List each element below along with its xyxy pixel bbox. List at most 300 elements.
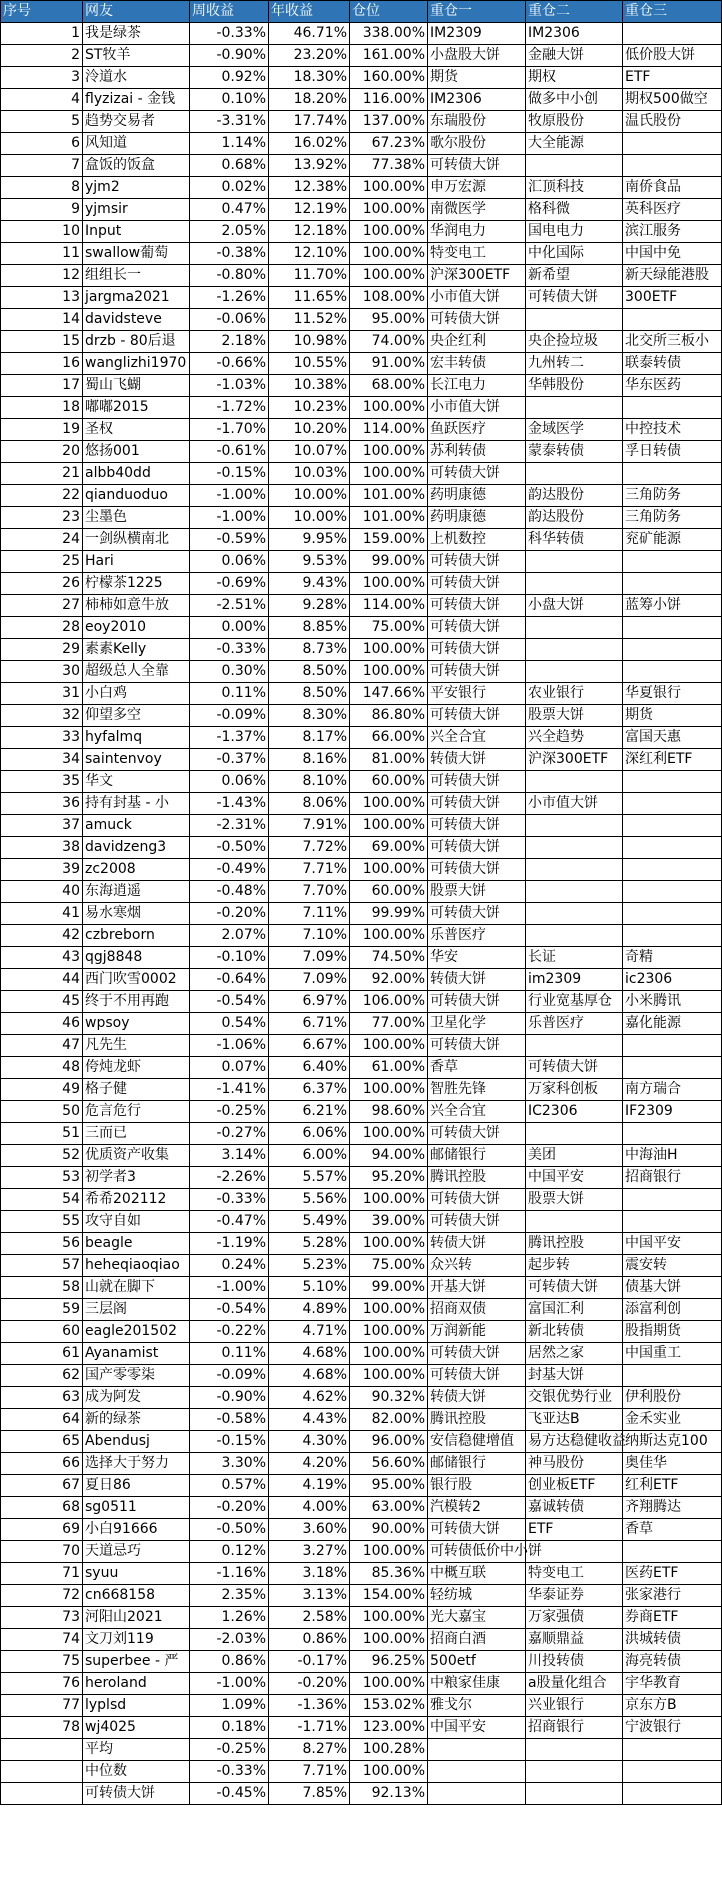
cell-position: 77.38%: [350, 155, 428, 177]
cell-holding-1: 东瑞股份: [428, 111, 526, 133]
cell-rank: 15: [1, 331, 83, 353]
cell-holding-3: 奥佳华: [623, 1453, 722, 1475]
cell-user: 平均: [83, 1739, 190, 1761]
cell-annual-return: 11.65%: [269, 287, 350, 309]
cell-rank: 42: [1, 925, 83, 947]
cell-position: 74.00%: [350, 331, 428, 353]
cell-holding-2: [526, 1739, 623, 1761]
cell-annual-return: 3.18%: [269, 1563, 350, 1585]
cell-position: 100.00%: [350, 925, 428, 947]
cell-annual-return: 6.71%: [269, 1013, 350, 1035]
cell-holding-1: 招商双债: [428, 1299, 526, 1321]
cell-weekly-return: 0.24%: [190, 1255, 269, 1277]
cell-user: 危言危行: [83, 1101, 190, 1123]
cell-holding-2: [526, 617, 623, 639]
cell-holding-3: 三角防务: [623, 485, 722, 507]
cell-position: 85.36%: [350, 1563, 428, 1585]
table-row: [1, 23, 722, 45]
cell-weekly-return: 3.14%: [190, 1145, 269, 1167]
cell-position: 100.00%: [350, 1365, 428, 1387]
cell-annual-return: -1.71%: [269, 1717, 350, 1739]
cell-position: 98.60%: [350, 1101, 428, 1123]
cell-holding-2: 中国平安: [526, 1167, 623, 1189]
cell-holding-1: 安信稳健增值: [428, 1431, 526, 1453]
cell-holding-3: [623, 397, 722, 419]
cell-holding-3: [623, 23, 722, 45]
cell-position: 100.00%: [350, 1343, 428, 1365]
cell-holding-3: 300ETF: [623, 287, 722, 309]
cell-annual-return: 10.20%: [269, 419, 350, 441]
cell-rank: [1, 1761, 83, 1783]
cell-user: 新的绿茶: [83, 1409, 190, 1431]
cell-annual-return: 7.85%: [269, 1783, 350, 1805]
cell-rank: 12: [1, 265, 83, 287]
cell-weekly-return: 2.05%: [190, 221, 269, 243]
cell-rank: 43: [1, 947, 83, 969]
cell-holding-3: [623, 925, 722, 947]
cell-position: 75.00%: [350, 617, 428, 639]
table-row: [1, 243, 722, 265]
cell-weekly-return: -0.64%: [190, 969, 269, 991]
cell-annual-return: 8.50%: [269, 683, 350, 705]
cell-rank: 24: [1, 529, 83, 551]
cell-position: 68.00%: [350, 375, 428, 397]
cell-rank: 17: [1, 375, 83, 397]
cell-holding-1: 腾讯控股: [428, 1409, 526, 1431]
header-row: [1, 1, 722, 23]
cell-user: flyzizai - 金钱: [83, 89, 190, 111]
cell-user: yjmsir: [83, 199, 190, 221]
cell-weekly-return: 0.00%: [190, 617, 269, 639]
cell-user: 初学者3: [83, 1167, 190, 1189]
cell-position: 94.00%: [350, 1145, 428, 1167]
table-row: [1, 1673, 722, 1695]
cell-weekly-return: 0.47%: [190, 199, 269, 221]
cell-holding-3: 期货: [623, 705, 722, 727]
cell-position: 91.00%: [350, 353, 428, 375]
cell-weekly-return: 2.18%: [190, 331, 269, 353]
cell-holding-2: 华泰证券: [526, 1585, 623, 1607]
cell-user: heroland: [83, 1673, 190, 1695]
cell-user: syuu: [83, 1563, 190, 1585]
cell-holding-3: 京东方B: [623, 1695, 722, 1717]
cell-holding-1: 可转债大饼: [428, 463, 526, 485]
cell-position: 100.00%: [350, 815, 428, 837]
cell-holding-3: 华东医药: [623, 375, 722, 397]
cell-weekly-return: -0.48%: [190, 881, 269, 903]
cell-position: 154.00%: [350, 1585, 428, 1607]
cell-holding-3: [623, 573, 722, 595]
cell-rank: 49: [1, 1079, 83, 1101]
cell-annual-return: 4.19%: [269, 1475, 350, 1497]
table-row: [1, 1541, 722, 1563]
cell-weekly-return: -0.90%: [190, 45, 269, 67]
cell-user: davidsteve: [83, 309, 190, 331]
cell-rank: 35: [1, 771, 83, 793]
cell-weekly-return: -0.27%: [190, 1123, 269, 1145]
cell-holding-2: ETF: [526, 1519, 623, 1541]
cell-holding-1: 可转债大饼: [428, 1365, 526, 1387]
cell-user: Ayanamist: [83, 1343, 190, 1365]
cell-holding-3: 北交所三板小: [623, 331, 722, 353]
cell-holding-1: 可转债大饼: [428, 1035, 526, 1057]
cell-rank: 25: [1, 551, 83, 573]
cell-holding-3: 新天绿能港股: [623, 265, 722, 287]
cell-weekly-return: -0.54%: [190, 1299, 269, 1321]
cell-position: 92.13%: [350, 1783, 428, 1805]
cell-annual-return: 10.00%: [269, 485, 350, 507]
cell-holding-3: 小米腾讯: [623, 991, 722, 1013]
cell-holding-1: 智胜先锋: [428, 1079, 526, 1101]
cell-rank: 39: [1, 859, 83, 881]
cell-user: heheqiaoqiao: [83, 1255, 190, 1277]
cell-holding-1: 转债大饼: [428, 1233, 526, 1255]
table-row: [1, 1211, 722, 1233]
cell-holding-2: 嘉诚转债: [526, 1497, 623, 1519]
cell-user: amuck: [83, 815, 190, 837]
cell-holding-3: [623, 1761, 722, 1783]
table-row: [1, 573, 722, 595]
table-row: [1, 507, 722, 529]
cell-weekly-return: 0.12%: [190, 1541, 269, 1563]
cell-user: 攻守自如: [83, 1211, 190, 1233]
cell-position: 90.00%: [350, 1519, 428, 1541]
cell-holding-3: 南侨食品: [623, 177, 722, 199]
cell-holding-2: im2309: [526, 969, 623, 991]
table-row: [1, 353, 722, 375]
cell-holding-2: 神马股份: [526, 1453, 623, 1475]
cell-holding-1: 银行股: [428, 1475, 526, 1497]
cell-user: Hari: [83, 551, 190, 573]
cell-holding-3: [623, 1189, 722, 1211]
cell-holding-1: 500etf: [428, 1651, 526, 1673]
cell-holding-3: [623, 859, 722, 881]
cell-holding-3: 嘉化能源: [623, 1013, 722, 1035]
cell-user: 成为阿发: [83, 1387, 190, 1409]
cell-holding-2: 可转债大饼: [526, 1277, 623, 1299]
cell-position: 100.00%: [350, 1035, 428, 1057]
table-row: [1, 617, 722, 639]
cell-user: sg0511: [83, 1497, 190, 1519]
cell-user: qgj8848: [83, 947, 190, 969]
cell-annual-return: 3.13%: [269, 1585, 350, 1607]
cell-weekly-return: -0.09%: [190, 1365, 269, 1387]
cell-holding-2: 韵达股份: [526, 507, 623, 529]
cell-position: 100.00%: [350, 793, 428, 815]
table-row: [1, 991, 722, 1013]
cell-position: 95.20%: [350, 1167, 428, 1189]
summary-row: [1, 1783, 722, 1805]
cell-holding-1: 开基大饼: [428, 1277, 526, 1299]
cell-annual-return: 10.03%: [269, 463, 350, 485]
table-row: [1, 793, 722, 815]
cell-holding-2: 牧原股份: [526, 111, 623, 133]
cell-rank: 64: [1, 1409, 83, 1431]
cell-position: 137.00%: [350, 111, 428, 133]
cell-holding-1: 可转债低价中小饼: [428, 1541, 526, 1563]
cell-user: wpsoy: [83, 1013, 190, 1035]
cell-weekly-return: -0.22%: [190, 1321, 269, 1343]
cell-position: 56.60%: [350, 1453, 428, 1475]
cell-annual-return: 5.28%: [269, 1233, 350, 1255]
cell-annual-return: 11.52%: [269, 309, 350, 331]
cell-weekly-return: -1.00%: [190, 507, 269, 529]
cell-holding-2: 农业银行: [526, 683, 623, 705]
cell-position: 39.00%: [350, 1211, 428, 1233]
cell-rank: 14: [1, 309, 83, 331]
cell-weekly-return: -2.26%: [190, 1167, 269, 1189]
cell-annual-return: 8.85%: [269, 617, 350, 639]
cell-holding-1: 南微医学: [428, 199, 526, 221]
table-row: [1, 265, 722, 287]
cell-holding-2: 小盘大饼: [526, 595, 623, 617]
cell-holding-3: 齐翔腾达: [623, 1497, 722, 1519]
cell-position: 100.00%: [350, 177, 428, 199]
table-row: [1, 1431, 722, 1453]
cell-holding-2: [526, 1123, 623, 1145]
cell-user: superbee - 严: [83, 1651, 190, 1673]
cell-holding-1: 汽模转2: [428, 1497, 526, 1519]
cell-position: 92.00%: [350, 969, 428, 991]
cell-holding-2: [526, 925, 623, 947]
cell-position: 100.00%: [350, 1189, 428, 1211]
cell-holding-2: 可转债大饼: [526, 287, 623, 309]
cell-holding-1: IM2306: [428, 89, 526, 111]
cell-rank: 45: [1, 991, 83, 1013]
cell-rank: 56: [1, 1233, 83, 1255]
cell-rank: 34: [1, 749, 83, 771]
cell-annual-return: 4.68%: [269, 1365, 350, 1387]
cell-user: 西门吹雪0002: [83, 969, 190, 991]
cell-holding-3: 招商银行: [623, 1167, 722, 1189]
cell-holding-3: 宁波银行: [623, 1717, 722, 1739]
header-holding-3: 重仓三: [623, 1, 722, 23]
cell-weekly-return: -0.25%: [190, 1101, 269, 1123]
cell-annual-return: 8.06%: [269, 793, 350, 815]
cell-annual-return: 6.67%: [269, 1035, 350, 1057]
cell-holding-3: 红利ETF: [623, 1475, 722, 1497]
cell-position: 147.66%: [350, 683, 428, 705]
cell-rank: 6: [1, 133, 83, 155]
cell-position: 100.00%: [350, 243, 428, 265]
cell-holding-3: 宇华教育: [623, 1673, 722, 1695]
cell-weekly-return: -0.58%: [190, 1409, 269, 1431]
cell-holding-1: [428, 1739, 526, 1761]
cell-rank: 57: [1, 1255, 83, 1277]
cell-holding-2: 期权: [526, 67, 623, 89]
cell-holding-3: 股指期货: [623, 1321, 722, 1343]
cell-holding-2: 兴业银行: [526, 1695, 623, 1717]
cell-weekly-return: 0.57%: [190, 1475, 269, 1497]
cell-weekly-return: -1.41%: [190, 1079, 269, 1101]
cell-weekly-return: 0.30%: [190, 661, 269, 683]
cell-user: 一剑纵横南北: [83, 529, 190, 551]
cell-rank: 2: [1, 45, 83, 67]
cell-rank: 22: [1, 485, 83, 507]
cell-weekly-return: -0.61%: [190, 441, 269, 463]
cell-rank: 28: [1, 617, 83, 639]
cell-user: 侉炖龙虾: [83, 1057, 190, 1079]
cell-holding-1: 可转债大饼: [428, 771, 526, 793]
cell-weekly-return: 0.18%: [190, 1717, 269, 1739]
cell-holding-3: [623, 815, 722, 837]
cell-holding-2: [526, 1211, 623, 1233]
cell-position: 100.00%: [350, 265, 428, 287]
cell-weekly-return: -1.06%: [190, 1035, 269, 1057]
cell-position: 100.00%: [350, 1233, 428, 1255]
cell-rank: 33: [1, 727, 83, 749]
cell-holding-3: 蓝筹小饼: [623, 595, 722, 617]
cell-user: 悠扬001: [83, 441, 190, 463]
cell-user: 可转债大饼: [83, 1783, 190, 1805]
cell-rank: 54: [1, 1189, 83, 1211]
cell-user: cn668158: [83, 1585, 190, 1607]
cell-weekly-return: -0.20%: [190, 903, 269, 925]
cell-rank: 68: [1, 1497, 83, 1519]
cell-holding-1: 苏利转债: [428, 441, 526, 463]
table-row: [1, 397, 722, 419]
cell-position: 160.00%: [350, 67, 428, 89]
cell-weekly-return: -1.43%: [190, 793, 269, 815]
cell-holding-2: 长证: [526, 947, 623, 969]
table-row: [1, 177, 722, 199]
cell-weekly-return: -0.80%: [190, 265, 269, 287]
cell-rank: 47: [1, 1035, 83, 1057]
cell-holding-2: 腾讯控股: [526, 1233, 623, 1255]
header-user: 网友: [83, 1, 190, 23]
cell-weekly-return: 0.92%: [190, 67, 269, 89]
cell-holding-3: 震安转: [623, 1255, 722, 1277]
cell-rank: [1, 1783, 83, 1805]
cell-position: 67.23%: [350, 133, 428, 155]
cell-holding-1: 可转债大饼: [428, 859, 526, 881]
cell-rank: 4: [1, 89, 83, 111]
cell-holding-3: 张家港行: [623, 1585, 722, 1607]
cell-holding-3: [623, 133, 722, 155]
cell-holding-1: 可转债大饼: [428, 1123, 526, 1145]
summary-row: [1, 1761, 722, 1783]
cell-holding-1: 申万宏源: [428, 177, 526, 199]
cell-holding-1: 邮储银行: [428, 1453, 526, 1475]
cell-holding-1: 中国平安: [428, 1717, 526, 1739]
cell-holding-1: 可转债大饼: [428, 1519, 526, 1541]
cell-annual-return: 9.43%: [269, 573, 350, 595]
cell-weekly-return: -0.10%: [190, 947, 269, 969]
cell-holding-3: 深红利ETF: [623, 749, 722, 771]
cell-rank: 65: [1, 1431, 83, 1453]
cell-holding-2: 川投转债: [526, 1651, 623, 1673]
cell-holding-1: 沪深300ETF: [428, 265, 526, 287]
cell-annual-return: 9.53%: [269, 551, 350, 573]
cell-user: 小白鸡: [83, 683, 190, 705]
cell-position: 100.00%: [350, 199, 428, 221]
cell-holding-2: [526, 573, 623, 595]
cell-holding-3: [623, 1057, 722, 1079]
cell-rank: 10: [1, 221, 83, 243]
cell-user: 蜀山飞蝴: [83, 375, 190, 397]
cell-holding-1: 腾讯控股: [428, 1167, 526, 1189]
cell-rank: 48: [1, 1057, 83, 1079]
cell-holding-2: 华韩股份: [526, 375, 623, 397]
cell-weekly-return: -0.50%: [190, 837, 269, 859]
cell-holding-3: 债基大饼: [623, 1277, 722, 1299]
cell-holding-1: 可转债大饼: [428, 1189, 526, 1211]
cell-user: 嘟嘟2015: [83, 397, 190, 419]
cell-position: 100.00%: [350, 639, 428, 661]
cell-weekly-return: -0.38%: [190, 243, 269, 265]
cell-weekly-return: 2.35%: [190, 1585, 269, 1607]
cell-position: 75.00%: [350, 1255, 428, 1277]
table-row: [1, 903, 722, 925]
cell-holding-3: 金禾实业: [623, 1409, 722, 1431]
cell-annual-return: 12.38%: [269, 177, 350, 199]
cell-weekly-return: -1.16%: [190, 1563, 269, 1585]
cell-annual-return: 3.60%: [269, 1519, 350, 1541]
cell-weekly-return: -0.33%: [190, 1189, 269, 1211]
cell-user: 优质资产收集: [83, 1145, 190, 1167]
cell-rank: 61: [1, 1343, 83, 1365]
cell-holding-1: 小盘股大饼: [428, 45, 526, 67]
table-row: [1, 1321, 722, 1343]
cell-annual-return: 6.21%: [269, 1101, 350, 1123]
cell-position: 95.00%: [350, 1475, 428, 1497]
cell-user: jargma2021: [83, 287, 190, 309]
cell-holding-3: [623, 551, 722, 573]
cell-annual-return: 6.37%: [269, 1079, 350, 1101]
cell-rank: 31: [1, 683, 83, 705]
cell-annual-return: 12.18%: [269, 221, 350, 243]
cell-holding-1: 雅戈尔: [428, 1695, 526, 1717]
table-row: [1, 221, 722, 243]
cell-annual-return: 10.23%: [269, 397, 350, 419]
cell-user: 夏日86: [83, 1475, 190, 1497]
cell-rank: 50: [1, 1101, 83, 1123]
cell-weekly-return: -0.33%: [190, 23, 269, 45]
cell-user: 终于不用再跑: [83, 991, 190, 1013]
cell-annual-return: 7.11%: [269, 903, 350, 925]
cell-holding-3: 中控技术: [623, 419, 722, 441]
cell-holding-2: 科华转债: [526, 529, 623, 551]
cell-holding-2: [526, 397, 623, 419]
cell-user: yjm2: [83, 177, 190, 199]
header-holding-2: 重仓二: [526, 1, 623, 23]
cell-annual-return: 18.20%: [269, 89, 350, 111]
table-row: [1, 1145, 722, 1167]
cell-user: Input: [83, 221, 190, 243]
cell-holding-3: 香草: [623, 1519, 722, 1541]
cell-holding-3: 华夏银行: [623, 683, 722, 705]
cell-position: 99.00%: [350, 1277, 428, 1299]
cell-annual-return: 46.71%: [269, 23, 350, 45]
cell-position: 61.00%: [350, 1057, 428, 1079]
table-row: [1, 419, 722, 441]
cell-user: swallow葡萄: [83, 243, 190, 265]
cell-holding-2: 国电电力: [526, 221, 623, 243]
table-row: [1, 287, 722, 309]
cell-weekly-return: -1.03%: [190, 375, 269, 397]
cell-annual-return: 11.70%: [269, 265, 350, 287]
cell-weekly-return: 0.54%: [190, 1013, 269, 1035]
cell-holding-2: 可转债大饼: [526, 1057, 623, 1079]
cell-holding-2: 小市值大饼: [526, 793, 623, 815]
cell-user: lyplsd: [83, 1695, 190, 1717]
table-row: [1, 1035, 722, 1057]
cell-annual-return: 12.10%: [269, 243, 350, 265]
cell-weekly-return: 1.14%: [190, 133, 269, 155]
cell-annual-return: 4.71%: [269, 1321, 350, 1343]
table-row: [1, 859, 722, 881]
cell-holding-1: 可转债大饼: [428, 815, 526, 837]
